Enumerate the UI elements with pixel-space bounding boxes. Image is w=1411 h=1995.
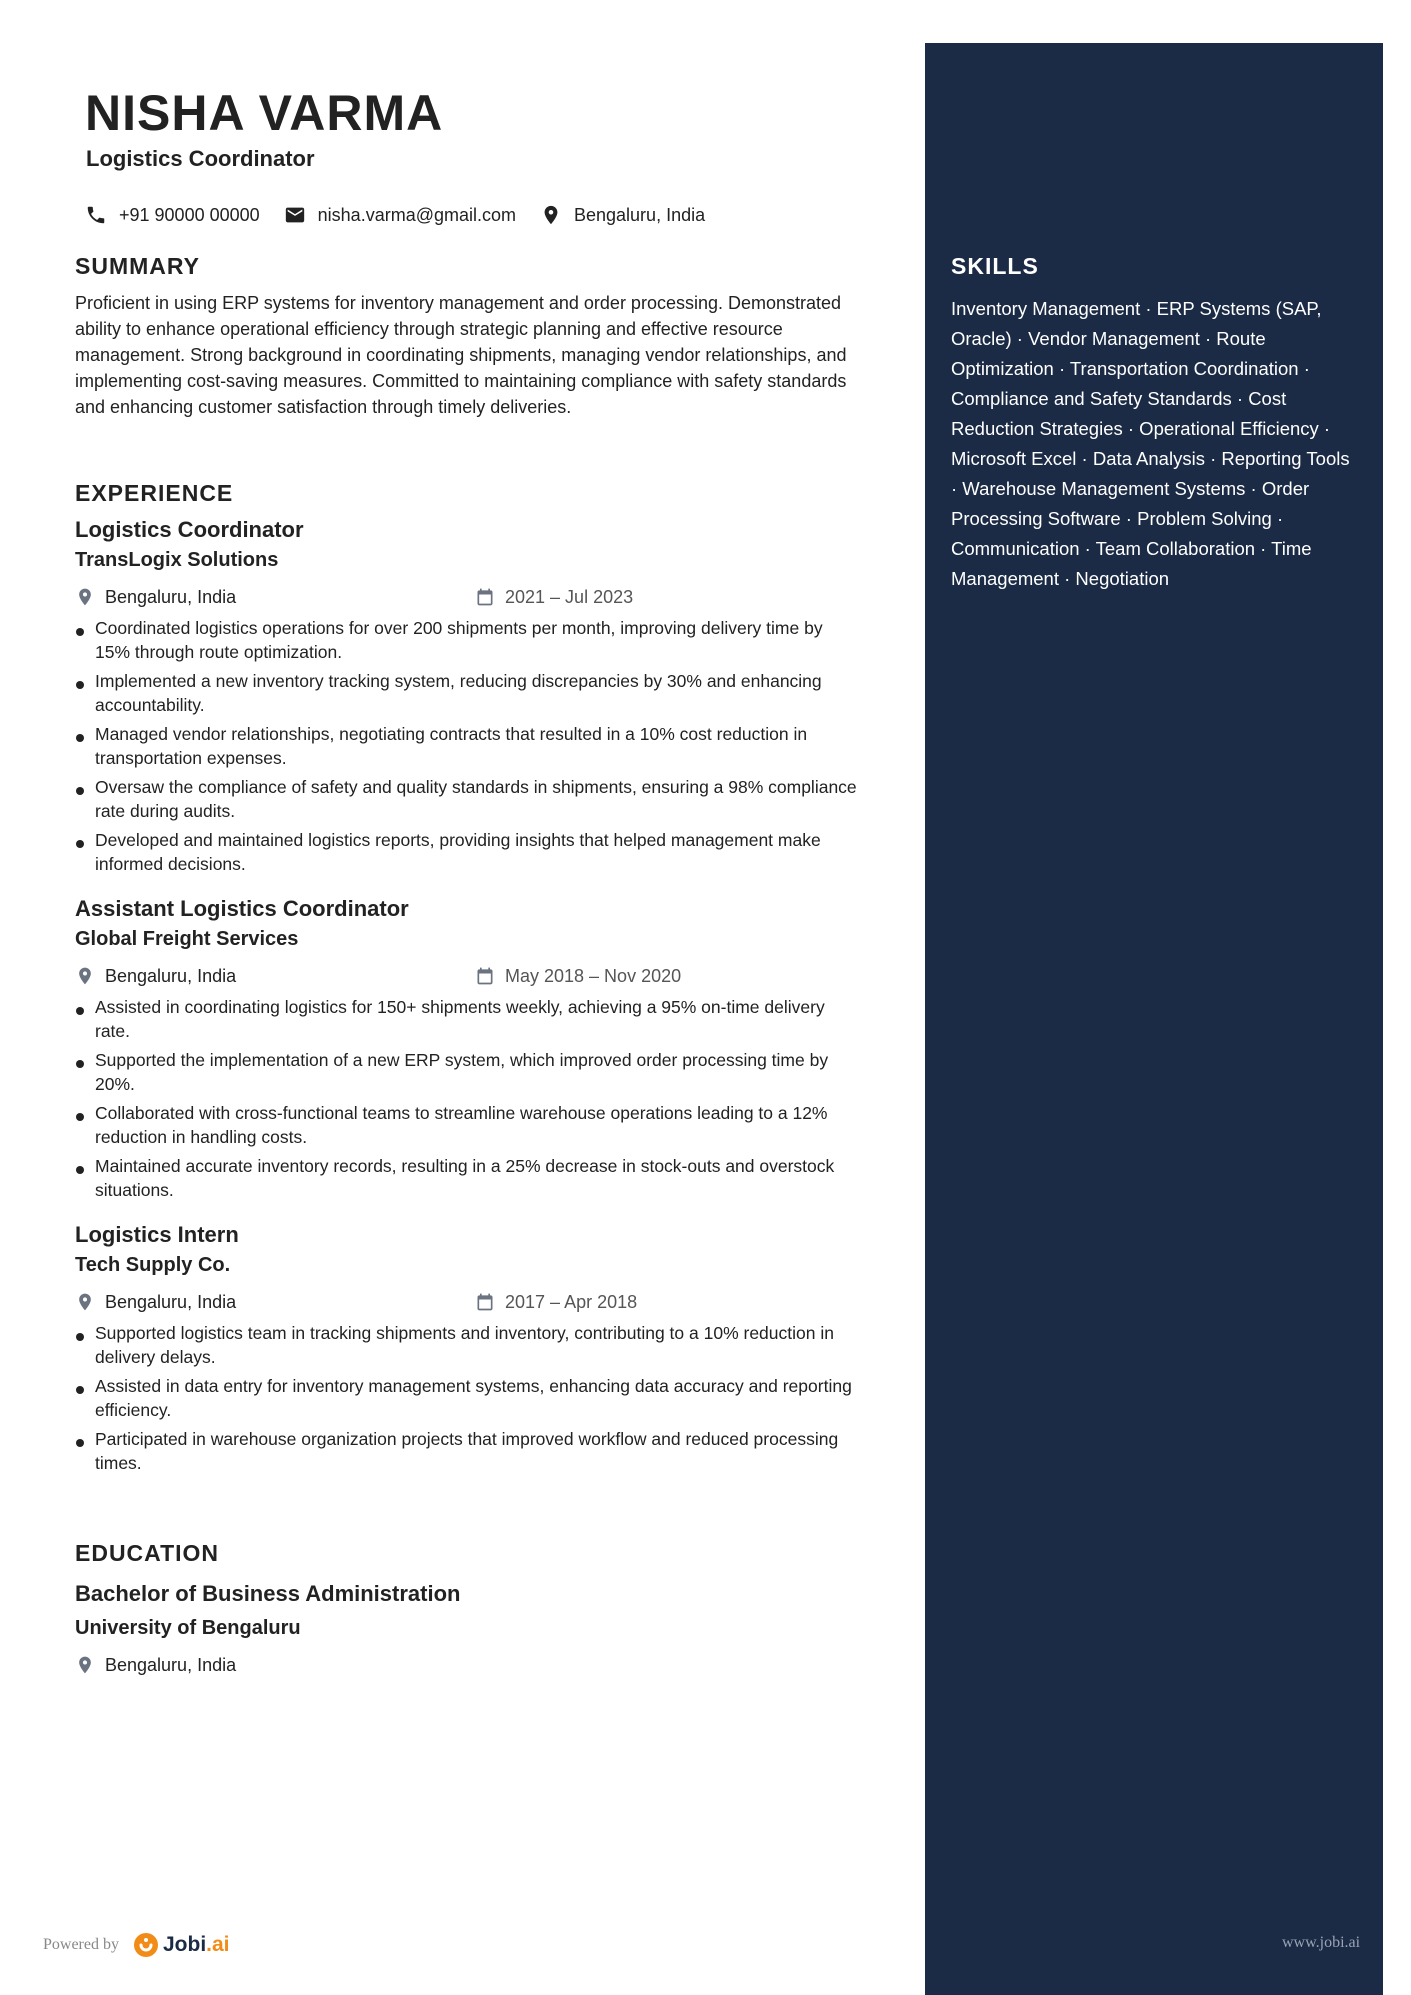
- calendar-icon: [475, 587, 495, 607]
- job-dates-text: 2017 – Apr 2018: [505, 1291, 638, 1312]
- education-degree: Bachelor of Business Administration: [75, 1581, 461, 1606]
- education-location-text: Bengaluru, India: [105, 1654, 237, 1675]
- list-item: Assisted in coordinating logistics for 150+ shipments weekly, achieving a 95% on-time delivery rate.: [75, 995, 860, 1043]
- experience-section: [75, 480, 860, 1495]
- contact-phone[interactable]: [85, 204, 260, 226]
- job-dates: [475, 966, 681, 987]
- job-title: Assistant Logistics Coordinator: [75, 896, 409, 921]
- location-pin-icon: [75, 1292, 95, 1312]
- job-company: Tech Supply Co.: [75, 1254, 231, 1276]
- location-pin-icon: [75, 966, 95, 986]
- job-location-text: Bengaluru, India: [105, 965, 237, 986]
- job-bullets: [75, 1321, 860, 1475]
- job-dates-text: May 2018 – Nov 2020: [505, 965, 682, 986]
- jobi-logo-icon: [133, 1932, 159, 1958]
- education-location: [75, 1655, 475, 1676]
- email-text: nisha.varma@gmail.com: [317, 204, 516, 225]
- skills-title: SKILLS: [951, 253, 1039, 279]
- list-item: Participated in warehouse organization projects that improved workflow and reduced processing times.: [75, 1427, 860, 1475]
- contact-email[interactable]: [284, 204, 516, 226]
- job-meta: [75, 961, 860, 991]
- list-item: Assisted in data entry for inventory management systems, enhancing data accuracy and reporting efficiency.: [75, 1374, 860, 1422]
- calendar-icon: [475, 966, 495, 986]
- job-list: [75, 517, 860, 1475]
- summary-text: Proficient in using ERP systems for inventory management and order processing. Demonstrated ability to enhance operational efficiency through strategic planning and effective resource management. Strong background in coordinating shipments, managing vendor relationships, and implementing cost-saving measures. Committed to maintaining compliance with safety standards and enhancing customer satisfaction through timely deliveries.: [75, 293, 847, 417]
- job-location: [75, 587, 475, 608]
- list-item: Maintained accurate inventory records, resulting in a 25% decrease in stock-outs and overstock situations.: [75, 1154, 860, 1202]
- job-dates-text: 2021 – Jul 2023: [505, 586, 634, 607]
- candidate-name: NISHA VARMA: [85, 85, 444, 141]
- job-company: TransLogix Solutions: [75, 549, 279, 571]
- job-company: Global Freight Services: [75, 928, 299, 950]
- footer-website[interactable]: www.jobi.ai: [1282, 1934, 1361, 1951]
- email-icon: [284, 204, 306, 226]
- skills-sidebar: [925, 43, 1383, 1995]
- contact-location: [540, 204, 705, 226]
- summary-section: [75, 253, 860, 420]
- brand-name: [163, 1933, 230, 1957]
- candidate-role: Logistics Coordinator: [86, 146, 315, 171]
- job-meta: [75, 582, 860, 612]
- list-item: Implemented a new inventory tracking system, reducing discrepancies by 30% and enhancing accountability.: [75, 669, 860, 717]
- job-bullets: [75, 995, 860, 1202]
- location-text: Bengaluru, India: [574, 204, 706, 225]
- job-location: [75, 966, 475, 987]
- job-bullets: [75, 616, 860, 876]
- job-dates: [475, 1292, 637, 1313]
- list-item: Managed vendor relationships, negotiating contracts that resulted in a 10% cost reduction in transportation expenses.: [75, 722, 860, 770]
- list-item: Supported the implementation of a new ERP system, which improved order processing time by 20%.: [75, 1048, 860, 1096]
- contact-row: [85, 204, 729, 226]
- location-pin-icon: [540, 204, 562, 226]
- summary-title: SUMMARY: [75, 253, 200, 279]
- education-title: EDUCATION: [75, 1540, 220, 1566]
- job-meta: [75, 1287, 860, 1317]
- education-school: University of Bengaluru: [75, 1617, 301, 1639]
- location-pin-icon: [75, 587, 95, 607]
- job-entry: [75, 896, 860, 1202]
- job-entry: [75, 1222, 860, 1475]
- phone-icon: [85, 204, 107, 226]
- job-entry: [75, 517, 860, 876]
- education-meta: [75, 1650, 860, 1680]
- job-location: [75, 1292, 475, 1313]
- job-dates: [475, 587, 633, 608]
- calendar-icon: [475, 1292, 495, 1312]
- list-item: Supported logistics team in tracking shipments and inventory, contributing to a 10% reduction in delivery delays.: [75, 1321, 860, 1369]
- list-item: Collaborated with cross-functional teams to streamline warehouse operations leading to a 12% reduction in handling costs.: [75, 1101, 860, 1149]
- job-title: Logistics Intern: [75, 1222, 239, 1247]
- jobi-brand-link[interactable]: [133, 1932, 230, 1958]
- list-item: Coordinated logistics operations for over 200 shipments per month, improving delivery time by 15% through route optimization.: [75, 616, 860, 664]
- powered-by-text: Powered by: [43, 1936, 119, 1953]
- job-title: Logistics Coordinator: [75, 517, 304, 542]
- job-location-text: Bengaluru, India: [105, 1291, 237, 1312]
- brand-main: Jobi: [162, 1933, 207, 1956]
- education-section: [75, 1540, 860, 1680]
- footer-powered-by: [43, 1932, 230, 1958]
- job-location-text: Bengaluru, India: [105, 586, 237, 607]
- experience-title: EXPERIENCE: [75, 480, 234, 506]
- phone-text: +91 90000 00000: [119, 204, 260, 225]
- list-item: Developed and maintained logistics reports, providing insights that helped management make informed decisions.: [75, 828, 860, 876]
- skills-list: Inventory Management · ERP Systems (SAP, Oracle) · Vendor Management · Route Optimization · Transportation Coordination · Compliance and Safety Standards · Cost Reduction Strategies · Operational Efficiency · Microsoft Excel · Data Analysis · Reporting Tools · Warehouse Management Systems · Order Processing Software · Problem Solving · Communication · Team Collaboration · Time Management · Negotiation: [951, 298, 1350, 589]
- brand-suffix: .ai: [206, 1933, 230, 1956]
- location-pin-icon: [75, 1655, 95, 1675]
- list-item: Oversaw the compliance of safety and quality standards in shipments, ensuring a 98% compliance rate during audits.: [75, 775, 860, 823]
